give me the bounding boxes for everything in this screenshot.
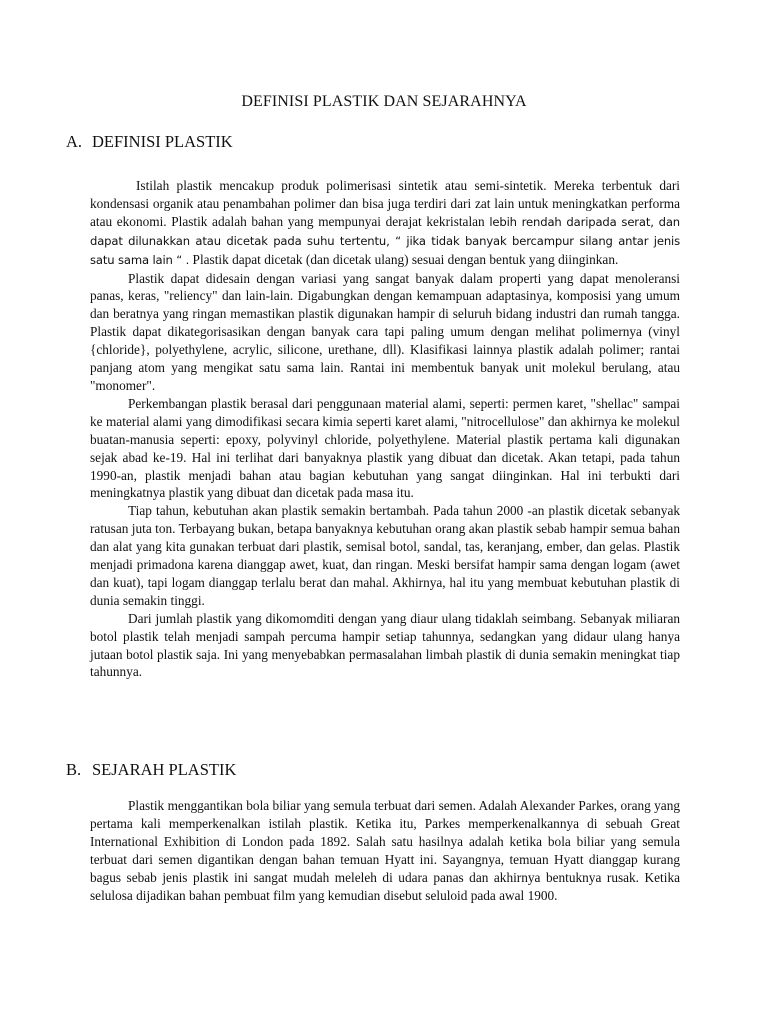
section-heading-definisi — [66, 132, 233, 152]
paragraph — [90, 177, 680, 270]
section-body-sejarah — [90, 797, 680, 904]
section-title: DEFINISI PLASTIK — [92, 132, 233, 151]
section-number: B. — [66, 760, 82, 779]
section-heading-sejarah — [66, 760, 236, 780]
paragraph-sans-text: lebih rendah daripada serat, dan dapat dilunakkan atau dicetak pada suhu tertentu, “ jika tidak banyak bercampur silang antar jenis satu sama lain “ . — [90, 214, 680, 267]
paragraph: Plastik dapat didesain dengan variasi yang sangat banyak dalam properti yang dapat menoleransi panas, keras, "reliency" dan lain-lain. Digabungkan dengan kemampuan adaptasinya, komposisi yang umum dan beratnya yang ringan memastikan plastik digunakan hampir di seluruh bidang industri dan rumah tangga. Plastik dapat dikategorisasikan dengan banyak cara tapi paling umum dengan melihat polimernya (vinyl {chloride}, polyethylene, acrylic, silicone, urethane, dll). Klasifikasi lainnya plastik adalah polimer; rantai panjang atom yang mengikat satu sama lain. Rantai ini membentuk banyak unit molekul berulang, atau "monomer". — [90, 270, 680, 393]
paragraph: Dari jumlah plastik yang dikomomditi dengan yang diaur ulang tidaklah seimbang. Sebanyak miliaran botol plastik telah menjadi sampah percuma hampir setiap tahunnya, sedangkan yang didaur ulang hanya jutaan botol plastik saja. Ini yang menyebabkan permasalahan limbah plastik di dunia semakin meningkat tiap tahunnya. — [90, 610, 680, 680]
section-body-definisi — [90, 177, 680, 681]
paragraph: Tiap tahun, kebutuhan akan plastik semakin bertambah. Pada tahun 2000 -an plastik dicetak sebanyak ratusan juta ton. Terbayang bukan, betapa banyaknya kebutuhan orang akan plastik sebab hampir semua bahan dan alat yang kita gunakan terbuat dari plastik, semisal botol, sandal, tas, keranjang, ember, dan gelas. Plastik menjadi primadona karena dianggap awet, kuat, dan ringan. Meski bersifat hampir sama dengan logam (awet dan kuat), tapi logam dianggap terlalu berat dan mahal. Akhirnya, hal itu yang membuat kebutuhan plastik di dunia semakin tinggi. — [90, 503, 680, 608]
paragraph-text: Plastik dapat dicetak (dan dicetak ulang) sesuai dengan bentuk yang diinginkan. — [192, 251, 619, 267]
section-number: A. — [66, 132, 83, 151]
paragraph: Plastik menggantikan bola biliar yang semula terbuat dari semen. Adalah Alexander Parkes, orang yang pertama kali memperkenalkan istilah plastik. Ketika itu, Parkes memperkenalkannya di sebuah Great International Exhibition di London pada 1892. Salah satu hasilnya adalah ketika bola biliar yang semula terbuat dari semen digantikan dengan bahan temuan Hyatt ini. Sayangnya, temuan Hyatt dianggap kurang bagus sebab jenis plastik ini sangat mudah meleleh di udara panas dan akhirnya bentuknya rusak. Ketika selulosa dijadikan bahan pembuat film yang kemudian disebut seluloid pada awal 1900. — [90, 798, 680, 903]
paragraph-text: Istilah plastik mencakup produk polimerisasi sintetik atau semi-sintetik. Mereka terbentuk dari kondensasi organik atau penambahan polimer dan bisa juga terdiri dari zat lain untuk meningkatkan performa atau ekonomi. Plastik adalah bahan yang mempunyai derajat kekristalan — [90, 178, 680, 229]
paragraph: Perkembangan plastik berasal dari penggunaan material alami, seperti: permen karet, "shellac" sampai ke material alami yang dimodifikasi secara kimia seperti karet alami, "nitrocellulose" dan akhirnya ke molekul buatan-manusia seperti: epoxy, polyvinyl chloride, polyethylene. Material plastik pertama kali digunakan sejak abad ke-19. Hal ini terlihat dari banyaknya plastik yang dibuat dan dicetak. Akan tetapi, pada tahun 1990-an, plastik menjadi bahan atau bagian kebutuhan yang sangat diinginkan. Hal ini terbukti dari meningkatnya plastik yang dibuat dan dicetak pada masa itu. — [90, 395, 680, 501]
section-title: SEJARAH PLASTIK — [92, 760, 237, 779]
document-title: DEFINISI PLASTIK DAN SEJARAHNYA — [241, 93, 527, 110]
